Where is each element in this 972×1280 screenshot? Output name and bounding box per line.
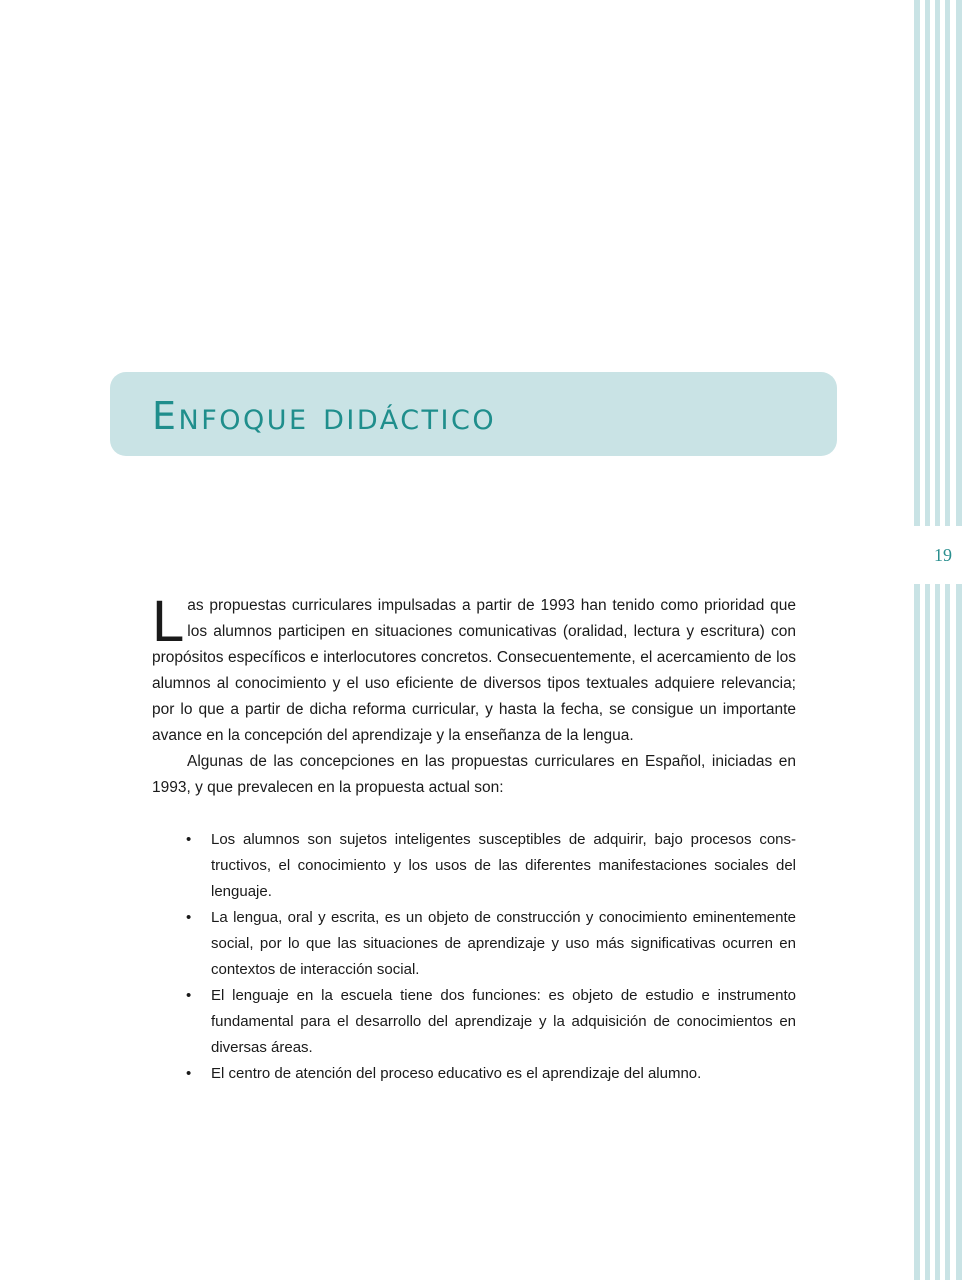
intro-paragraph: Las propuestas curriculares impulsadas a partir de 1993 han tenido como prioridad que los alumnos participen en situaciones comunicativas (oralidad, lectura y escritura) con propósitos específicos e interlocutores concretos. Consecuentemente, el acercamiento de los alumnos al conocimiento y el uso eficiente de diversos tipos textuales adquiere relevancia; por lo que a partir de dicha reforma curricular, y hasta la fecha, se consigue un importante avance en la concepción del aprendizaje y la enseñanza de la lengua. xyxy=(152,589,796,744)
bullet-icon: • xyxy=(186,831,192,848)
side-stripe xyxy=(956,0,962,1280)
side-stripe xyxy=(945,0,950,1280)
page-number: 19 xyxy=(934,544,952,565)
side-stripe xyxy=(925,0,930,1280)
bullet-icon: • xyxy=(186,1065,192,1082)
bullet-icon: • xyxy=(186,909,192,926)
page-number-box xyxy=(914,526,972,584)
side-stripe xyxy=(914,0,920,1280)
list-item-text: El centro de atención del proceso educativo es el aprendizaje del alumno. xyxy=(211,1065,702,1082)
second-paragraph: Algunas de las concepciones en las propuestas curriculares en Español, iniciadas en 1993, y que prevalecen en la propuesta actual son: xyxy=(152,753,796,796)
bullet-icon: • xyxy=(186,987,192,1004)
list-item xyxy=(152,1061,796,1087)
list-item xyxy=(152,827,796,905)
list-item xyxy=(152,905,796,983)
list-item-text: Los alumnos son sujetos inteligentes susceptibles de adquirir, bajo procesos constructivos, el conocimiento y los usos de las diferentes manifestaciones sociales del lenguaje. xyxy=(211,831,796,900)
conceptions-list xyxy=(152,827,796,1087)
side-stripe xyxy=(935,0,940,1280)
list-item xyxy=(152,983,796,1061)
decorative-side-stripes xyxy=(914,0,972,1280)
list-item-text: El lenguaje en la escuela tiene dos funciones: es objeto de estudio e instrumento fundamental para el desarrollo del aprendizaje y la adquisición de conocimientos en diversas áreas. xyxy=(211,987,796,1056)
list-item-text: La lengua, oral y escrita, es un objeto de construcción y conocimiento eminentemente social, por lo que las situaciones de aprendizaje y uso más significativas ocurren en contextos de interacción social. xyxy=(211,909,796,978)
section-title: Enfoque didáctico xyxy=(152,394,497,438)
section-title-banner xyxy=(110,372,837,456)
body-content xyxy=(152,589,796,1087)
